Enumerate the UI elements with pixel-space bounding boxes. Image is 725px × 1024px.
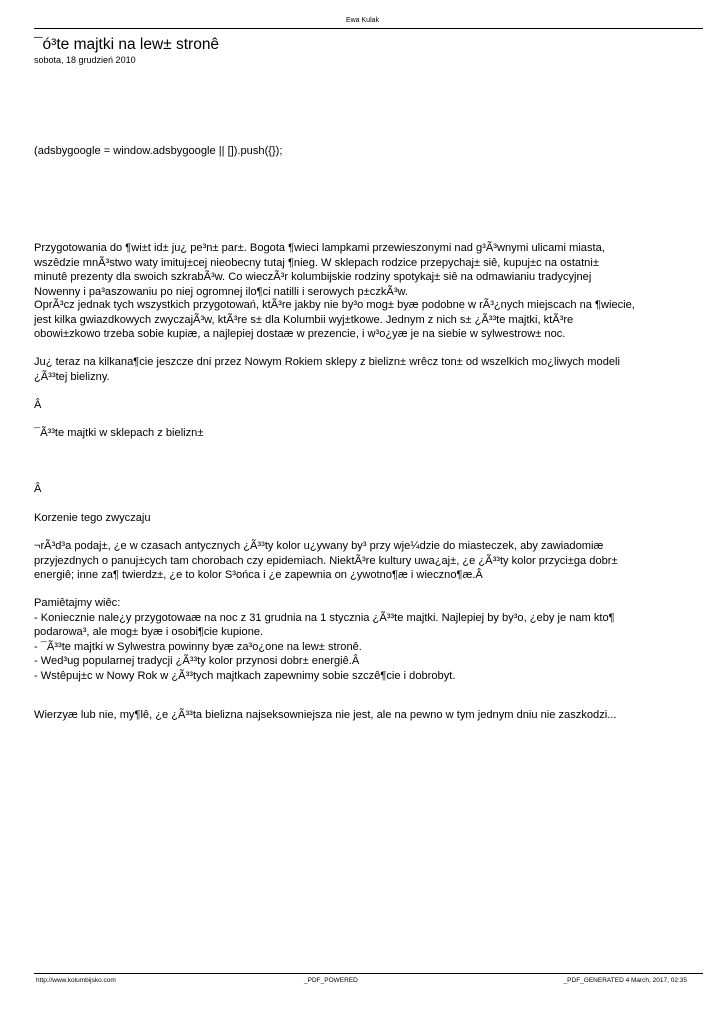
header-divider [34, 28, 703, 29]
list-item: - Koniecznie nale¿y przygotowaæ na noc z 31 grudnia na 1 stycznia ¿Ã³³te majtki. Najlepiej by by³o, ¿eby je nam kto¶ [34, 611, 615, 624]
paragraph-line: obowi±zkowo trzeba sobie kupiæ, a najlepiej dostaæ w prezencie, i w³o¿yæ je na siebie w sylwestrow± noc. [34, 328, 566, 341]
paragraph-line: energiê; inne za¶ twierdz±, ¿e to kolor S³ońca i ¿e zapewnia on ¿ywotno¶æ i wieczno¶æ.Â [34, 569, 483, 582]
paragraph-line: ¬rÃ³d³a podaj±, ¿e w czasach antycznych ¿Ã³³ty kolor u¿ywany by³ przy wje¼dzie do miasteczek, aby zawiadomiæ [34, 540, 604, 552]
subheading-line: Korzenie tego zwyczaju [34, 512, 151, 524]
paragraph-line: Wierzyæ lub nie, my¶lê, ¿e ¿Ã³³ta bielizna najseksowniejsza nie jest, ale na pewno w tym jednym dniu nie zaszkodzi... [34, 709, 617, 721]
image-caption [34, 426, 706, 441]
paragraph-line: Ju¿ teraz na kilkana¶cie jeszcze dni przez Nowym Rokiem sklepy z bielizn± wrêcz ton± od wszelkich mo¿liwych modeli [34, 356, 620, 368]
spacer-char-2 [34, 482, 706, 497]
list-heading: Pamiêtajmy wiêc: [34, 597, 121, 609]
paragraph-line: ¿Ã³³tej bielizny. [34, 370, 110, 383]
spacer-char: Â [34, 399, 42, 411]
paragraph-line: jest kilka gwiazdkowych zwyczajÃ³w, ktÃ³re s± dla Kolumbii wyj±tkowe. Jednym z nich s± ¿Ã³³te majtki, ktÃ³re [34, 313, 574, 326]
caption-line: ¯Ã³³te majtki w sklepach z bielizn± [34, 427, 204, 439]
paragraph-shops [34, 355, 706, 384]
paragraph-origins [34, 539, 706, 583]
paragraph-line: OprÃ³cz jednak tych wszystkich przygotowań, ktÃ³re jakby nie by³o mog± byæ podobne w rÃ³¿nych miejscach na ¶wiecie, [34, 299, 635, 311]
footer-divider [34, 973, 703, 974]
footer-generated: _PDF_GENERATED 4 March, 2017, 02:35 [563, 977, 687, 984]
paragraph-preparations [34, 241, 706, 299]
article-title: ¯ó³te majtki na lew± stronê [34, 36, 220, 53]
footer-powered: _PDF_POWERED [304, 977, 358, 984]
closing-paragraph [34, 708, 706, 723]
spacer-char: Â [34, 483, 42, 495]
list-item: - Wed³ug popularnej tradycji ¿Ã³³ty kolor przynosi dobr± energiê.Â [34, 655, 360, 668]
spacer-char-1 [34, 398, 706, 413]
paragraph-customs [34, 298, 706, 342]
paragraph-line: wszêdzie mnÃ³stwo waty imituj±cej nieobecny tutaj ¶nieg. W sklepach rodzice przepychaj± siê, kupuj±c na ostatni± [34, 256, 599, 269]
list-item-continuation: podarowa³, ale mog± byæ i osobi¶cie kupione. [34, 626, 264, 639]
ad-code-text [34, 144, 706, 159]
paragraph-line: Nowenny i pa³aszowaniu po niej ogromnej ilo¶ci natilli i serowych p±czkÃ³w. [34, 285, 408, 298]
remember-list [34, 596, 706, 684]
paragraph-line: przyjezdnych o panuj±cych tam chorobach czy epidemiach. NiektÃ³re kultury uwa¿aj±, ¿e ¿Ã³³ty kolor przyci±ga dobr± [34, 554, 618, 567]
ad-code-line: (adsbygoogle = window.adsbygoogle || []).push({}); [34, 145, 283, 157]
list-item: - ¯Ã³³te majtki w Sylwestra powinny byæ za³o¿one na lew± stronê. [34, 640, 362, 653]
footer-url[interactable]: http://www.kolumbijsko.com [36, 977, 116, 984]
paragraph-line: Przygotowania do ¶wi±t id± ju¿ pe³n± par±. Bogota ¶wieci lampkami przewieszonymi nad g³Ã³wnymi ulicami miasta, [34, 242, 605, 254]
paragraph-line: minutê prezenty dla swoich szkrabÃ³w. Co wieczÃ³r kolumbijskie rodziny spotykaj± siê na odmawianiu tradycyjnej [34, 271, 592, 284]
header-author: Ewa Kulak [345, 17, 380, 24]
article-date: sobota, 18 grudzień 2010 [34, 55, 136, 65]
list-item: - Wstêpuj±c w Nowy Rok w ¿Ã³³tych majtkach zapewnimy sobie szczê¶cie i dobrobyt. [34, 669, 456, 682]
section-subheading [34, 511, 706, 526]
